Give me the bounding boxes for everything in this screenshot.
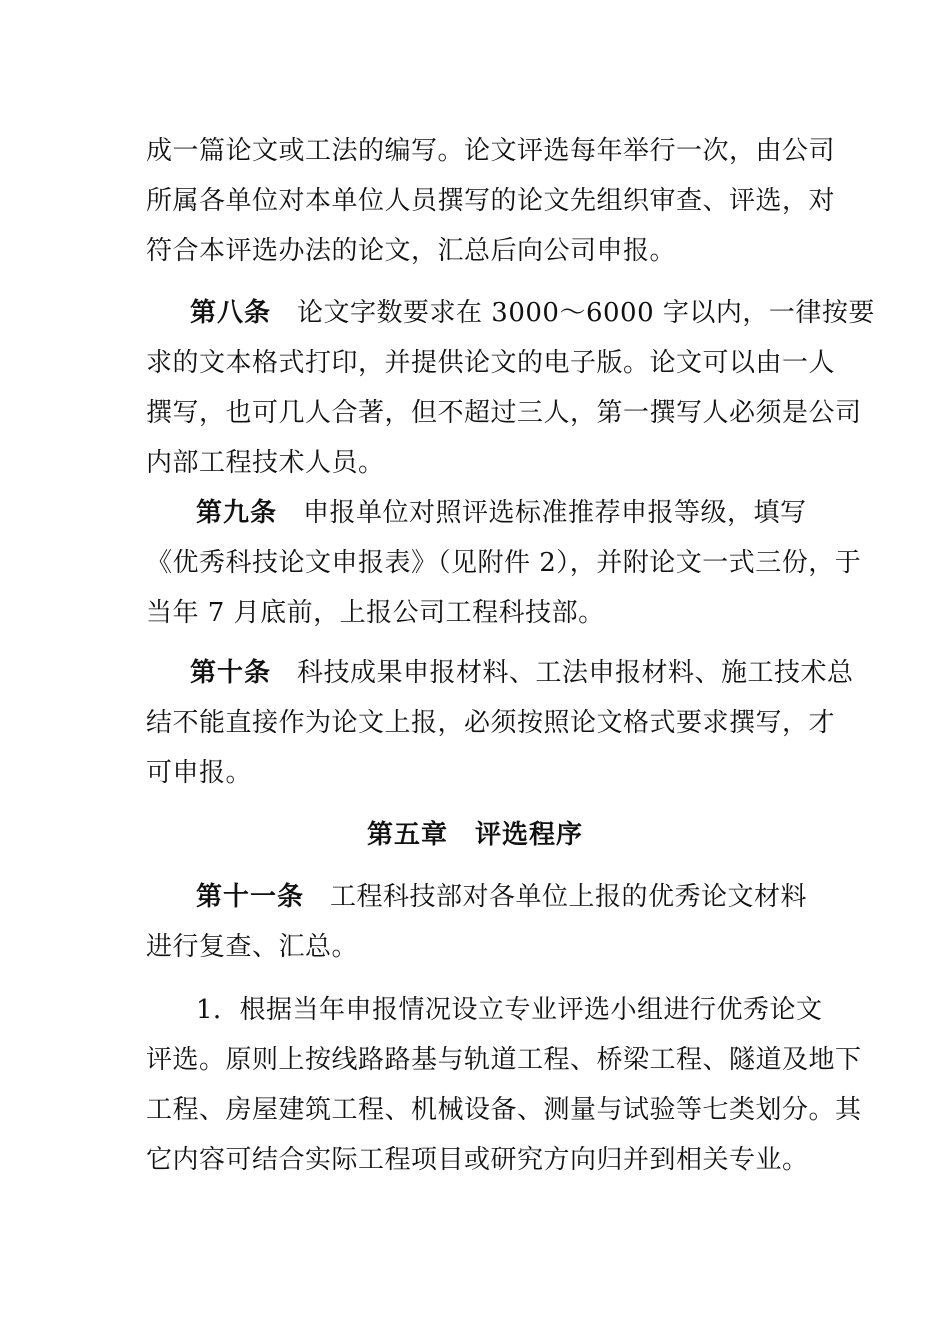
paragraph-line: 可申报。	[146, 758, 253, 788]
article-11-text: 工程科技部对各单位上报的优秀论文材料	[330, 882, 808, 912]
article-8-text: 论文字数要求在 3000～6000 字以内，一律按要	[297, 298, 875, 328]
article-9-first-line	[196, 493, 806, 533]
paragraph-line: 所属各单位对本单位人员撰写的论文先组织审查、评选，对	[146, 186, 836, 216]
paragraph-line: 当年 7 月底前，上报公司工程科技部。	[146, 598, 605, 628]
article-9-label: 第九条	[196, 498, 278, 528]
article-8-label: 第八条	[190, 298, 272, 328]
article-9-text: 申报单位对照评选标准推荐申报等级，填写	[303, 498, 807, 528]
paragraph-line: 符合本评选办法的论文，汇总后向公司申报。	[146, 236, 677, 266]
paragraph-line: 它内容可结合实际工程项目或研究方向归并到相关专业。	[146, 1145, 809, 1175]
paragraph-line: 成一篇论文或工法的编写。论文评选每年举行一次，由公司	[146, 136, 836, 166]
paragraph-line: 撰写，也可几人合著，但不超过三人，第一撰写人必须是公司	[146, 398, 862, 428]
chapter-heading: 第五章 评选程序	[366, 820, 583, 850]
article-10-first-line	[190, 653, 854, 693]
paragraph-line: 《优秀科技论文申报表》（见附件 2），并附论文一式三份，于	[146, 548, 862, 578]
article-11-label: 第十一条	[196, 882, 305, 912]
paragraph-line: 求的文本格式打印，并提供论文的电子版。论文可以由一人	[146, 348, 836, 378]
article-10-text: 科技成果申报材料、工法申报材料、施工技术总	[297, 658, 854, 688]
paragraph-line: 评选。原则上按线路路基与轨道工程、桥梁工程、隧道及地下	[146, 1045, 862, 1075]
article-10-label: 第十条	[190, 658, 272, 688]
paragraph-line: 工程、房屋建筑工程、机械设备、测量与试验等七类划分。其	[146, 1095, 862, 1125]
paragraph-line: 内部工程技术人员。	[146, 448, 385, 478]
paragraph-line: 进行复查、汇总。	[146, 932, 359, 962]
paragraph-line: 结不能直接作为论文上报，必须按照论文格式要求撰写，才	[146, 708, 836, 738]
article-11-first-line	[196, 877, 806, 917]
list-item-first-line: 1．根据当年申报情况设立专业评选小组进行优秀论文	[196, 995, 823, 1025]
article-8-first-line	[190, 293, 875, 333]
